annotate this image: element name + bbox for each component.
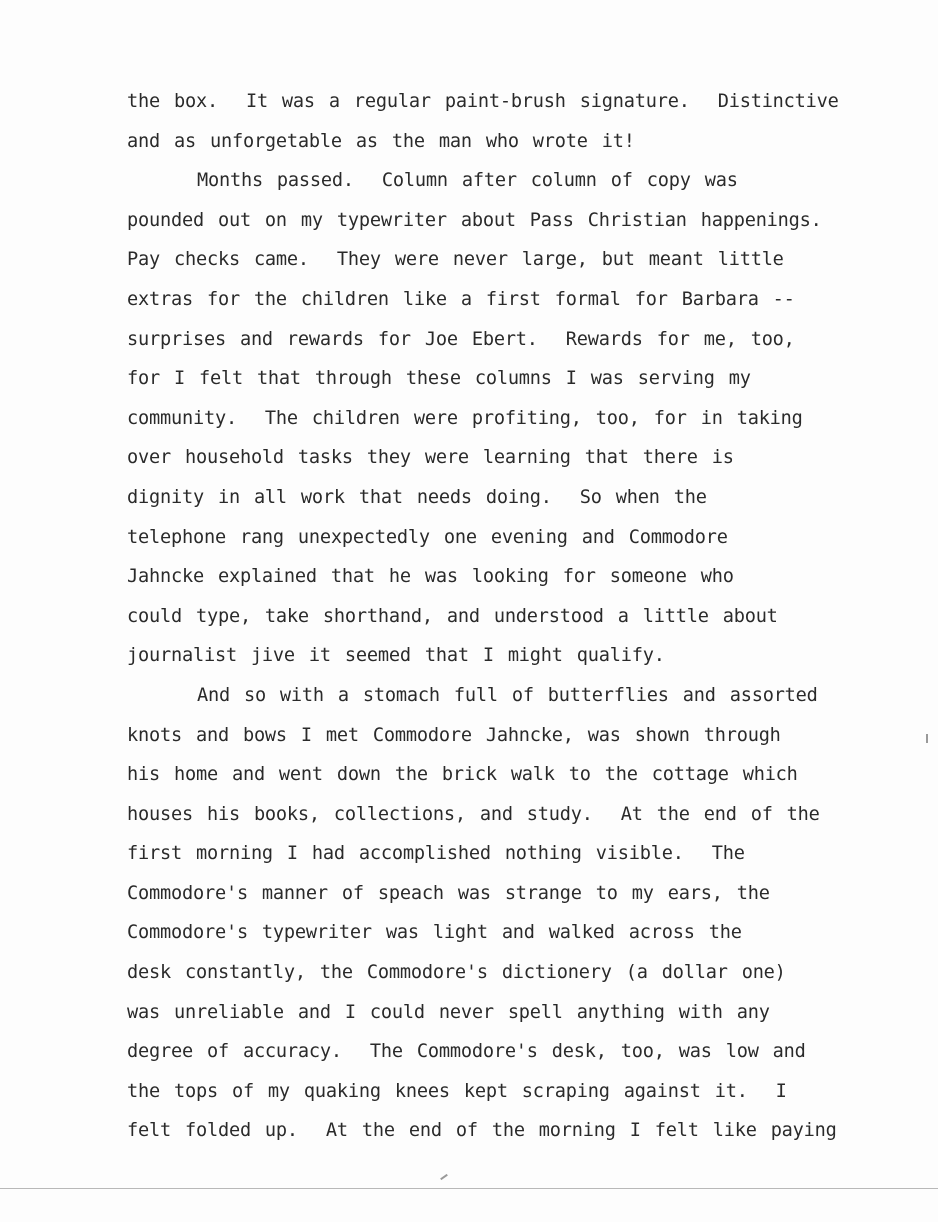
text-line: first morning I had accomplished nothing visible. The bbox=[127, 843, 745, 865]
text-line: knots and bows I met Commodore Jahncke, was shown through bbox=[127, 724, 781, 746]
text-line: journalist jive it seemed that I might qualify. bbox=[127, 645, 665, 667]
text-line: and as unforgetable as the man who wrote it! bbox=[127, 130, 635, 152]
text-line: Commodore's typewriter was light and walked across the bbox=[127, 922, 742, 944]
text-line: was unreliable and I could never spell anything with any bbox=[127, 1001, 770, 1023]
paper-speck bbox=[440, 1174, 448, 1180]
text-line: the tops of my quaking knees kept scraping against it. I bbox=[127, 1080, 787, 1102]
text-line: for I felt that through these columns I was serving my bbox=[127, 368, 751, 390]
text-line: desk constantly, the Commodore's dictionery (a dollar one) bbox=[127, 962, 786, 984]
text-line: degree of accuracy. The Commodore's desk, too, was low and bbox=[127, 1041, 806, 1063]
text-line: telephone rang unexpectedly one evening and Commodore bbox=[127, 526, 728, 548]
text-line: the box. It was a regular paint-brush signature. Distinctive bbox=[127, 91, 839, 112]
text-line: And so with a stomach full of butterflies and assorted bbox=[127, 684, 818, 706]
text-line: houses his books, collections, and study. At the end of the bbox=[127, 803, 820, 825]
text-line: Months passed. Column after column of copy was bbox=[127, 170, 738, 192]
text-line: felt folded up. At the end of the morning I felt like paying bbox=[127, 1120, 837, 1142]
text-line: Commodore's manner of speach was strange to my ears, the bbox=[127, 882, 770, 904]
text-line: over household tasks they were learning that there is bbox=[127, 447, 734, 469]
typewritten-text bbox=[127, 82, 887, 1151]
text-line: pounded out on my typewriter about Pass Christian happenings. bbox=[127, 209, 822, 231]
text-line: his home and went down the brick walk to the cottage which bbox=[127, 764, 798, 786]
text-line: Pay checks came. They were never large, but meant little bbox=[127, 249, 784, 271]
paper-speck bbox=[926, 734, 928, 743]
text-line: Jahncke explained that he was looking for someone who bbox=[127, 566, 734, 588]
text-line: could type, take shorthand, and understood a little about bbox=[127, 605, 778, 627]
text-line: dignity in all work that needs doing. So when the bbox=[127, 486, 707, 508]
text-line: community. The children were profiting, too, for in taking bbox=[127, 407, 803, 429]
page-edge-line bbox=[0, 1188, 938, 1189]
text-line: extras for the children like a first formal for Barbara -- bbox=[127, 288, 795, 310]
text-line: surprises and rewards for Joe Ebert. Rewards for me, too, bbox=[127, 328, 795, 350]
